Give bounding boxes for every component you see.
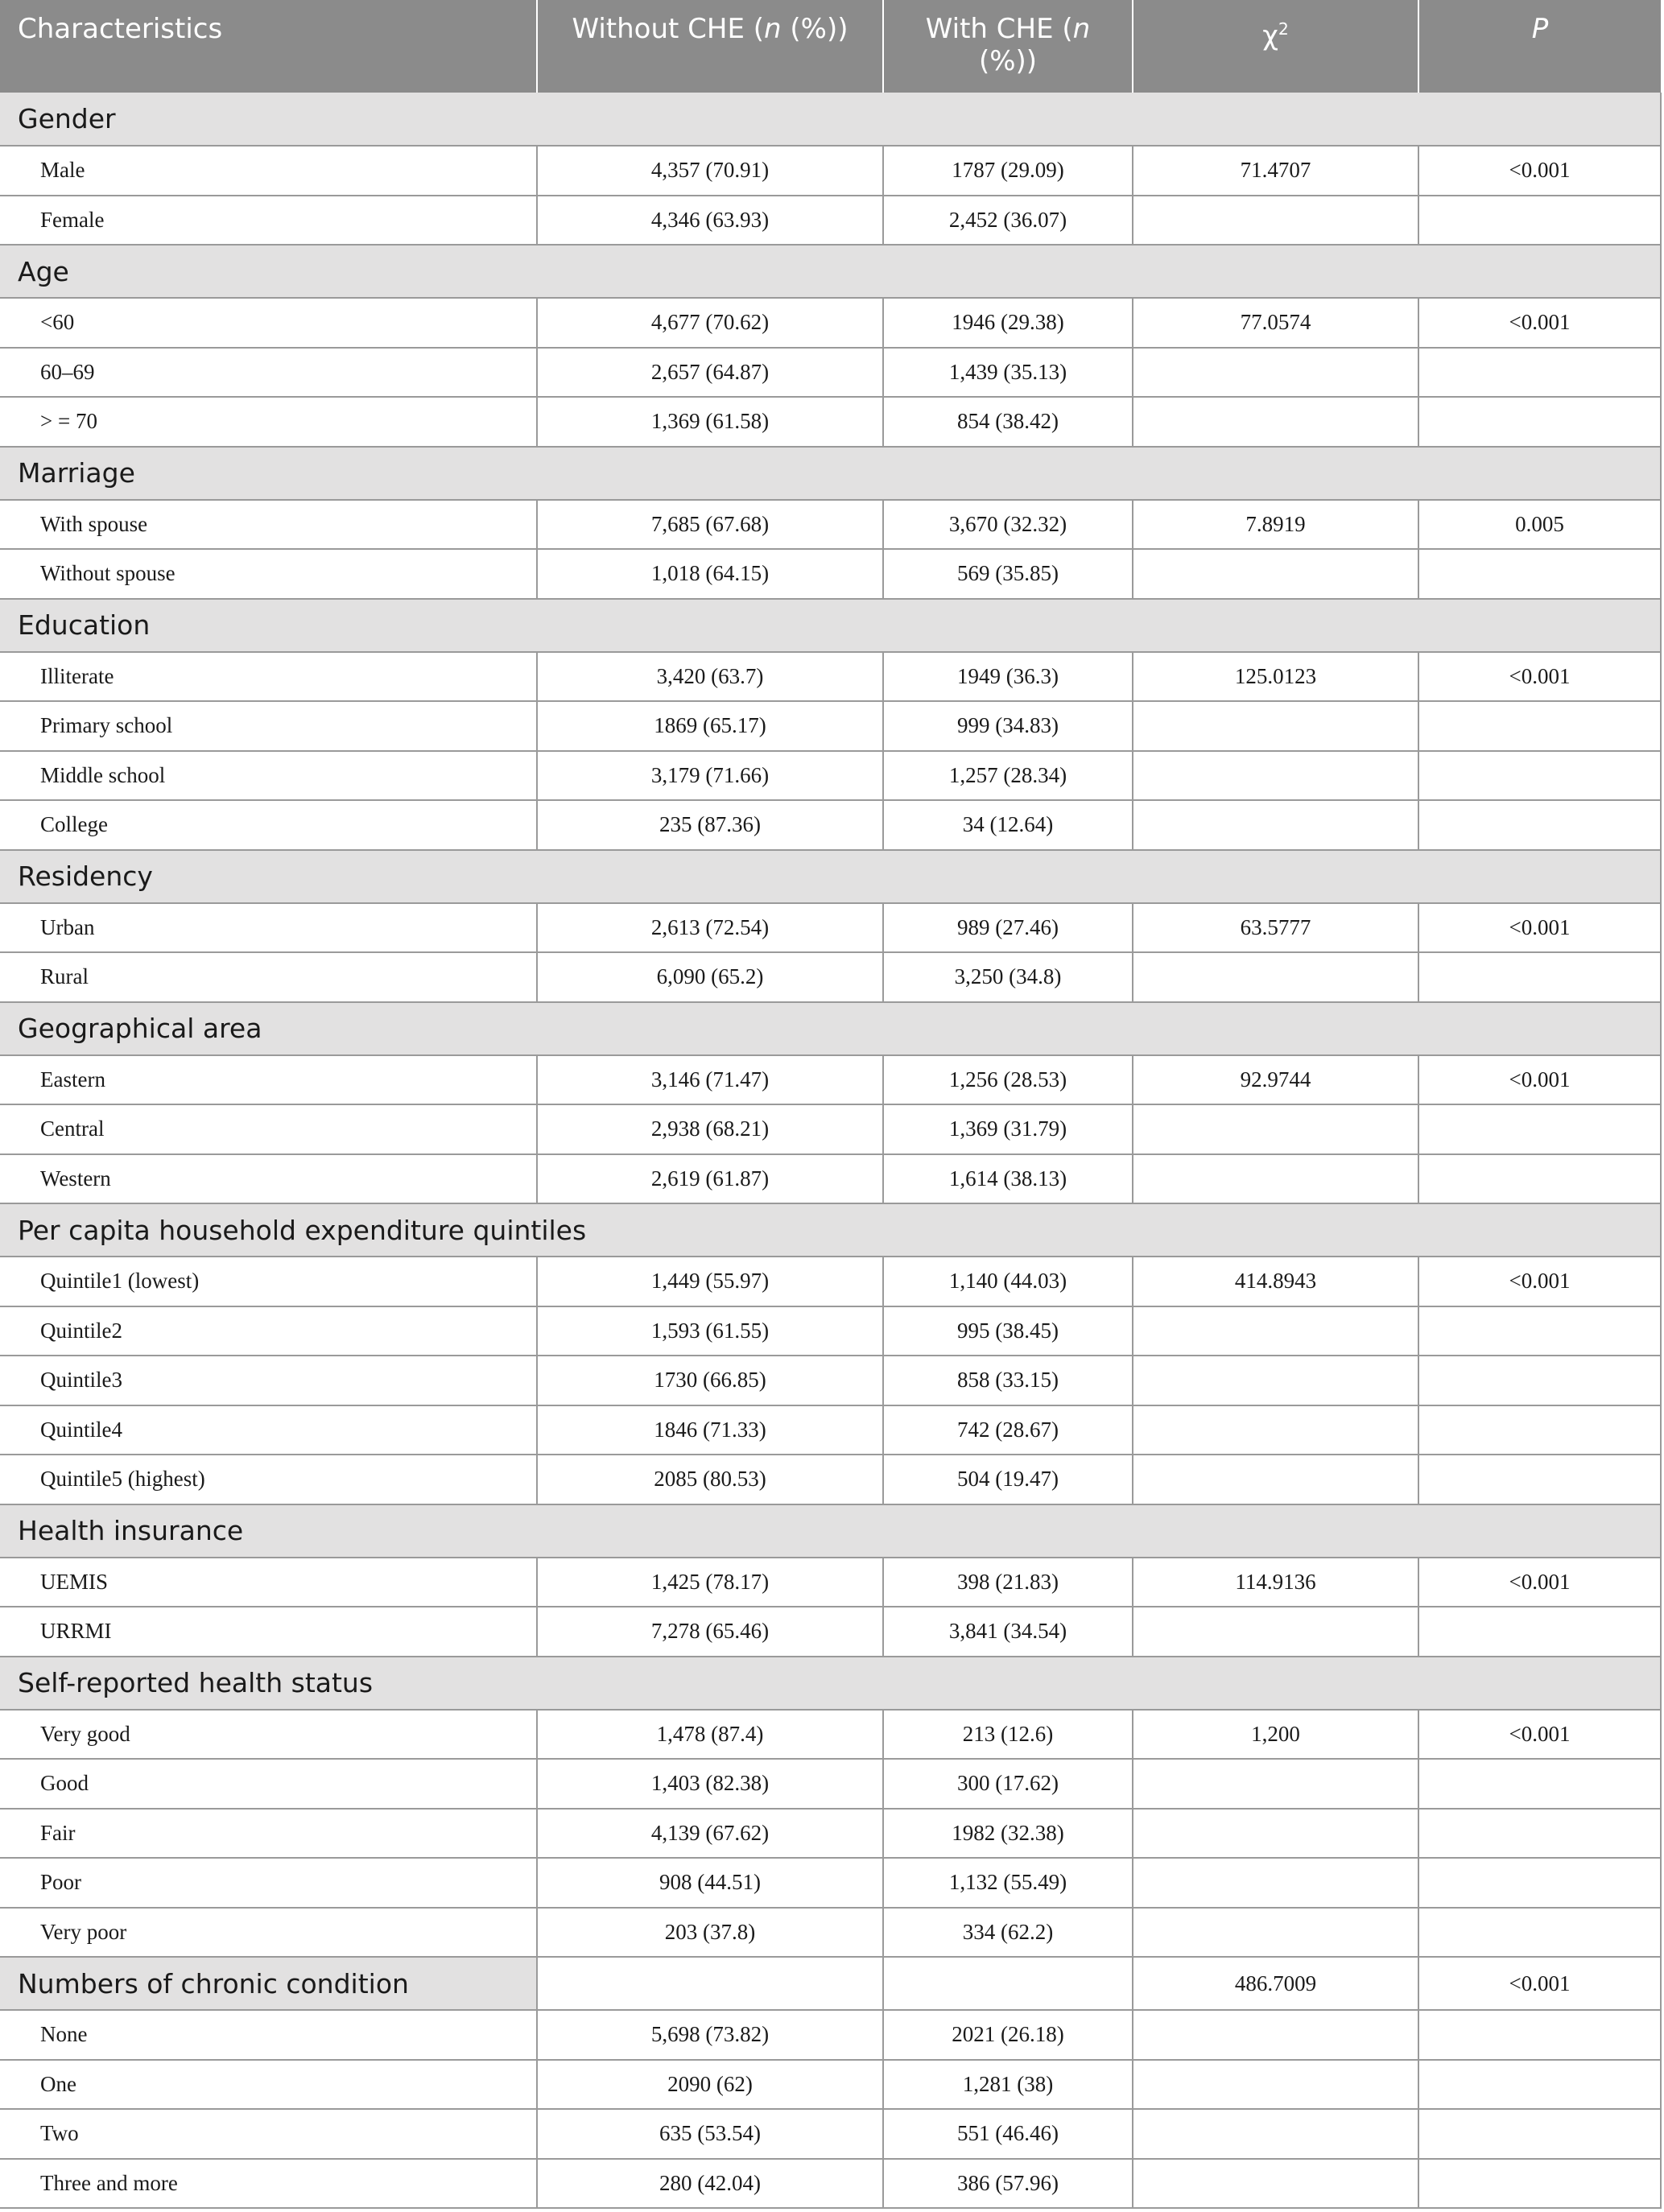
chi-square-cell — [1133, 952, 1418, 1002]
table-row — [0, 1607, 1661, 1657]
chi-square-cell — [1133, 800, 1418, 850]
group-row — [0, 599, 1661, 652]
header-chi-square: $\chi^2$ — [1133, 0, 1418, 93]
row-label: Quintile3 — [0, 1356, 537, 1405]
chi-square-cell — [1133, 2159, 1418, 2209]
table-body — [0, 93, 1661, 2208]
group-row — [0, 1957, 1661, 2010]
without-che-cell: 203 (37.8) — [537, 1908, 883, 1958]
chi-square-cell: 63.5777 — [1133, 903, 1418, 953]
without-che-cell: 4,677 (70.62) — [537, 298, 883, 348]
table-row — [0, 1104, 1661, 1154]
without-che-cell: 1,449 (55.97) — [537, 1257, 883, 1306]
with-che-cell: 1982 (32.38) — [883, 1809, 1133, 1859]
chi-square-cell — [1133, 196, 1418, 246]
row-label: 60–69 — [0, 348, 537, 398]
table-row — [0, 1154, 1661, 1204]
group-label: Per capita household expenditure quintiles — [0, 1203, 1661, 1257]
group-row — [0, 1203, 1661, 1257]
table-row — [0, 1055, 1661, 1105]
chi-square-cell — [1133, 1356, 1418, 1405]
chi-square-cell: 7.8919 — [1133, 500, 1418, 550]
chi-square-cell — [1133, 1759, 1418, 1809]
row-label: College — [0, 800, 537, 850]
chi-square-cell — [1133, 701, 1418, 751]
without-che-cell: 2,613 (72.54) — [537, 903, 883, 953]
without-che-cell: 7,278 (65.46) — [537, 1607, 883, 1657]
with-che-cell: 1,369 (31.79) — [883, 1104, 1133, 1154]
header-p-value: P — [1418, 0, 1661, 93]
p-value-cell — [1418, 2010, 1661, 2060]
p-value-cell: <0.001 — [1418, 1710, 1661, 1760]
with-che-cell: 504 (19.47) — [883, 1455, 1133, 1504]
with-che-cell: 1,257 (28.34) — [883, 751, 1133, 801]
with-che-cell: 1,140 (44.03) — [883, 1257, 1133, 1306]
p-value-cell: <0.001 — [1418, 652, 1661, 702]
table-row — [0, 397, 1661, 447]
row-label: Very good — [0, 1710, 537, 1760]
p-value-cell: <0.001 — [1418, 146, 1661, 196]
chi-square-cell: 92.9744 — [1133, 1055, 1418, 1105]
with-che-cell: 300 (17.62) — [883, 1759, 1133, 1809]
row-label: Without spouse — [0, 549, 537, 599]
without-che-cell: 1,478 (87.4) — [537, 1710, 883, 1760]
without-che-cell: 1,593 (61.55) — [537, 1306, 883, 1356]
chi-square-cell: 486.7009 — [1133, 1957, 1418, 2010]
table-header-row — [0, 0, 1661, 93]
p-value-cell: <0.001 — [1418, 298, 1661, 348]
without-che-cell: 5,698 (73.82) — [537, 2010, 883, 2060]
p-value-cell — [1418, 1356, 1661, 1405]
table-row — [0, 952, 1661, 1002]
row-label: Two — [0, 2109, 537, 2159]
chi-square-cell — [1133, 1306, 1418, 1356]
with-che-cell: 1946 (29.38) — [883, 298, 1133, 348]
without-che-cell: 7,685 (67.68) — [537, 500, 883, 550]
chi-square-cell: 114.9136 — [1133, 1558, 1418, 1607]
p-value-cell — [1418, 1858, 1661, 1908]
with-che-cell: 1,614 (38.13) — [883, 1154, 1133, 1204]
with-che-cell: 34 (12.64) — [883, 800, 1133, 850]
chi-square-cell — [1133, 1405, 1418, 1455]
table-row — [0, 549, 1661, 599]
with-che-cell: 742 (28.67) — [883, 1405, 1133, 1455]
without-che-cell: 2,657 (64.87) — [537, 348, 883, 398]
without-che-cell: 6,090 (65.2) — [537, 952, 883, 1002]
with-che-cell: 3,841 (34.54) — [883, 1607, 1133, 1657]
row-label: Male — [0, 146, 537, 196]
group-row — [0, 1002, 1661, 1055]
chi-square-cell: 125.0123 — [1133, 652, 1418, 702]
without-che-cell: 4,139 (67.62) — [537, 1809, 883, 1859]
with-che-cell: 386 (57.96) — [883, 2159, 1133, 2209]
row-label: Urban — [0, 903, 537, 953]
group-row — [0, 1504, 1661, 1558]
without-che-cell: 908 (44.51) — [537, 1858, 883, 1908]
with-che-cell: 213 (12.6) — [883, 1710, 1133, 1760]
without-che-cell: 1,018 (64.15) — [537, 549, 883, 599]
chi-square-cell — [1133, 1104, 1418, 1154]
row-label: Female — [0, 196, 537, 246]
p-value-cell: 0.005 — [1418, 500, 1661, 550]
table-row — [0, 1908, 1661, 1958]
chi-square-cell — [1133, 348, 1418, 398]
table-row — [0, 2109, 1661, 2159]
row-label: One — [0, 2060, 537, 2110]
table-row — [0, 1356, 1661, 1405]
table-row — [0, 1809, 1661, 1859]
with-che-cell: 1,132 (55.49) — [883, 1858, 1133, 1908]
table-row — [0, 701, 1661, 751]
p-value-cell — [1418, 1455, 1661, 1504]
chi-square-cell — [1133, 1154, 1418, 1204]
chi-square-cell: 1,200 — [1133, 1710, 1418, 1760]
p-value-cell — [1418, 751, 1661, 801]
group-label: Gender — [0, 93, 1661, 146]
with-che-cell: 1,439 (35.13) — [883, 348, 1133, 398]
without-che-cell: 1730 (66.85) — [537, 1356, 883, 1405]
table-row — [0, 1858, 1661, 1908]
p-value-cell: <0.001 — [1418, 1257, 1661, 1306]
group-row — [0, 93, 1661, 146]
with-che-cell: 1949 (36.3) — [883, 652, 1133, 702]
row-label: UEMIS — [0, 1558, 537, 1607]
table-row — [0, 1306, 1661, 1356]
row-label: Good — [0, 1759, 537, 1809]
table-row — [0, 903, 1661, 953]
chi-square-cell — [1133, 1455, 1418, 1504]
row-label: Very poor — [0, 1908, 537, 1958]
row-label: Primary school — [0, 701, 537, 751]
with-che-cell: 334 (62.2) — [883, 1908, 1133, 1958]
row-label: Central — [0, 1104, 537, 1154]
with-che-cell: 995 (38.45) — [883, 1306, 1133, 1356]
without-che-cell: 235 (87.36) — [537, 800, 883, 850]
p-value-cell — [1418, 1104, 1661, 1154]
table-row — [0, 2060, 1661, 2110]
row-label: URRMI — [0, 1607, 537, 1657]
table-row — [0, 1257, 1661, 1306]
p-value-cell — [1418, 397, 1661, 447]
group-row — [0, 245, 1661, 298]
without-che-cell: 3,179 (71.66) — [537, 751, 883, 801]
table-row — [0, 500, 1661, 550]
without-che-cell: 280 (42.04) — [537, 2159, 883, 2209]
with-che-cell: 551 (46.46) — [883, 2109, 1133, 2159]
group-label: Health insurance — [0, 1504, 1661, 1558]
table-row — [0, 1710, 1661, 1760]
group-label: Marriage — [0, 447, 1661, 500]
p-value-cell — [1418, 1908, 1661, 1958]
with-che-cell: 858 (33.15) — [883, 1356, 1133, 1405]
row-label: Western — [0, 1154, 537, 1204]
row-label: With spouse — [0, 500, 537, 550]
with-che-cell: 1787 (29.09) — [883, 146, 1133, 196]
with-che-cell: 569 (35.85) — [883, 549, 1133, 599]
with-che-cell: 1,256 (28.53) — [883, 1055, 1133, 1105]
chi-square-cell — [1133, 549, 1418, 599]
header-with-che: With CHE (n (%)) — [883, 0, 1133, 93]
without-che-cell: 3,420 (63.7) — [537, 652, 883, 702]
without-che-cell: 4,357 (70.91) — [537, 146, 883, 196]
with-che-cell: 398 (21.83) — [883, 1558, 1133, 1607]
table-row — [0, 1405, 1661, 1455]
p-value-cell — [1418, 1809, 1661, 1859]
p-value-cell: <0.001 — [1418, 903, 1661, 953]
chi-square-cell — [1133, 2109, 1418, 2159]
row-label: Illiterate — [0, 652, 537, 702]
table-row — [0, 652, 1661, 702]
p-value-cell: <0.001 — [1418, 1957, 1661, 2010]
chi-square-cell — [1133, 2060, 1418, 2110]
table-row — [0, 298, 1661, 348]
p-value-cell — [1418, 2159, 1661, 2209]
with-che-cell: 3,250 (34.8) — [883, 952, 1133, 1002]
p-value-cell — [1418, 2109, 1661, 2159]
p-value-cell — [1418, 1759, 1661, 1809]
row-label: Three and more — [0, 2159, 537, 2209]
without-che-cell: 1846 (71.33) — [537, 1405, 883, 1455]
chi-square-cell — [1133, 1607, 1418, 1657]
p-value-cell — [1418, 1154, 1661, 1204]
p-value-cell: <0.001 — [1418, 1558, 1661, 1607]
row-label: Rural — [0, 952, 537, 1002]
empty-cell — [883, 1957, 1133, 2010]
chi-square-cell — [1133, 1908, 1418, 1958]
row-label: > = 70 — [0, 397, 537, 447]
chi-square-cell: 71.4707 — [1133, 146, 1418, 196]
row-label: Poor — [0, 1858, 537, 1908]
with-che-cell: 2021 (26.18) — [883, 2010, 1133, 2060]
header-characteristics: Characteristics — [0, 0, 537, 93]
p-value-cell — [1418, 1405, 1661, 1455]
chi-square-cell — [1133, 2010, 1418, 2060]
row-label: Middle school — [0, 751, 537, 801]
p-value-cell — [1418, 701, 1661, 751]
row-label: Fair — [0, 1809, 537, 1859]
table-row — [0, 2010, 1661, 2060]
with-che-cell: 999 (34.83) — [883, 701, 1133, 751]
group-row — [0, 447, 1661, 500]
row-label: Quintile4 — [0, 1405, 537, 1455]
with-che-cell: 3,670 (32.32) — [883, 500, 1133, 550]
chi-square-cell — [1133, 1858, 1418, 1908]
group-row — [0, 850, 1661, 903]
empty-cell — [537, 1957, 883, 2010]
p-value-cell — [1418, 2060, 1661, 2110]
chi-square-cell — [1133, 1809, 1418, 1859]
without-che-cell: 1,369 (61.58) — [537, 397, 883, 447]
without-che-cell: 2,938 (68.21) — [537, 1104, 883, 1154]
table-row — [0, 2159, 1661, 2209]
table-row — [0, 146, 1661, 196]
with-che-cell: 989 (27.46) — [883, 903, 1133, 953]
row-label: Quintile5 (highest) — [0, 1455, 537, 1504]
with-che-cell: 1,281 (38) — [883, 2060, 1133, 2110]
row-label: None — [0, 2010, 537, 2060]
group-label: Education — [0, 599, 1661, 652]
without-che-cell: 1,425 (78.17) — [537, 1558, 883, 1607]
without-che-cell: 1,403 (82.38) — [537, 1759, 883, 1809]
p-value-cell — [1418, 196, 1661, 246]
header-without-che: Without CHE (n (%)) — [537, 0, 883, 93]
table-row — [0, 1558, 1661, 1607]
p-value-cell — [1418, 800, 1661, 850]
row-label: <60 — [0, 298, 537, 348]
p-value-cell — [1418, 549, 1661, 599]
table-row — [0, 751, 1661, 801]
p-value-cell — [1418, 1306, 1661, 1356]
chi-square-cell — [1133, 751, 1418, 801]
chi-square-cell — [1133, 397, 1418, 447]
group-row — [0, 1657, 1661, 1710]
p-value-cell: <0.001 — [1418, 1055, 1661, 1105]
group-label: Residency — [0, 850, 1661, 903]
row-label: Quintile1 (lowest) — [0, 1257, 537, 1306]
without-che-cell: 2085 (80.53) — [537, 1455, 883, 1504]
without-che-cell: 2090 (62) — [537, 2060, 883, 2110]
table-row — [0, 800, 1661, 850]
row-label: Eastern — [0, 1055, 537, 1105]
without-che-cell: 4,346 (63.93) — [537, 196, 883, 246]
group-label: Age — [0, 245, 1661, 298]
table-row — [0, 348, 1661, 398]
table-row — [0, 196, 1661, 246]
row-label: Quintile2 — [0, 1306, 537, 1356]
with-che-cell: 2,452 (36.07) — [883, 196, 1133, 246]
without-che-cell: 635 (53.54) — [537, 2109, 883, 2159]
table-row — [0, 1759, 1661, 1809]
without-che-cell: 3,146 (71.47) — [537, 1055, 883, 1105]
p-value-cell — [1418, 1607, 1661, 1657]
chi-square-cell: 77.0574 — [1133, 298, 1418, 348]
group-label: Geographical area — [0, 1002, 1661, 1055]
without-che-cell: 2,619 (61.87) — [537, 1154, 883, 1204]
p-value-cell — [1418, 952, 1661, 1002]
chi-square-cell: 414.8943 — [1133, 1257, 1418, 1306]
table-row — [0, 1455, 1661, 1504]
without-che-cell: 1869 (65.17) — [537, 701, 883, 751]
p-value-cell — [1418, 348, 1661, 398]
with-che-cell: 854 (38.42) — [883, 397, 1133, 447]
group-label: Numbers of chronic condition — [0, 1957, 537, 2010]
group-label: Self-reported health status — [0, 1657, 1661, 1710]
